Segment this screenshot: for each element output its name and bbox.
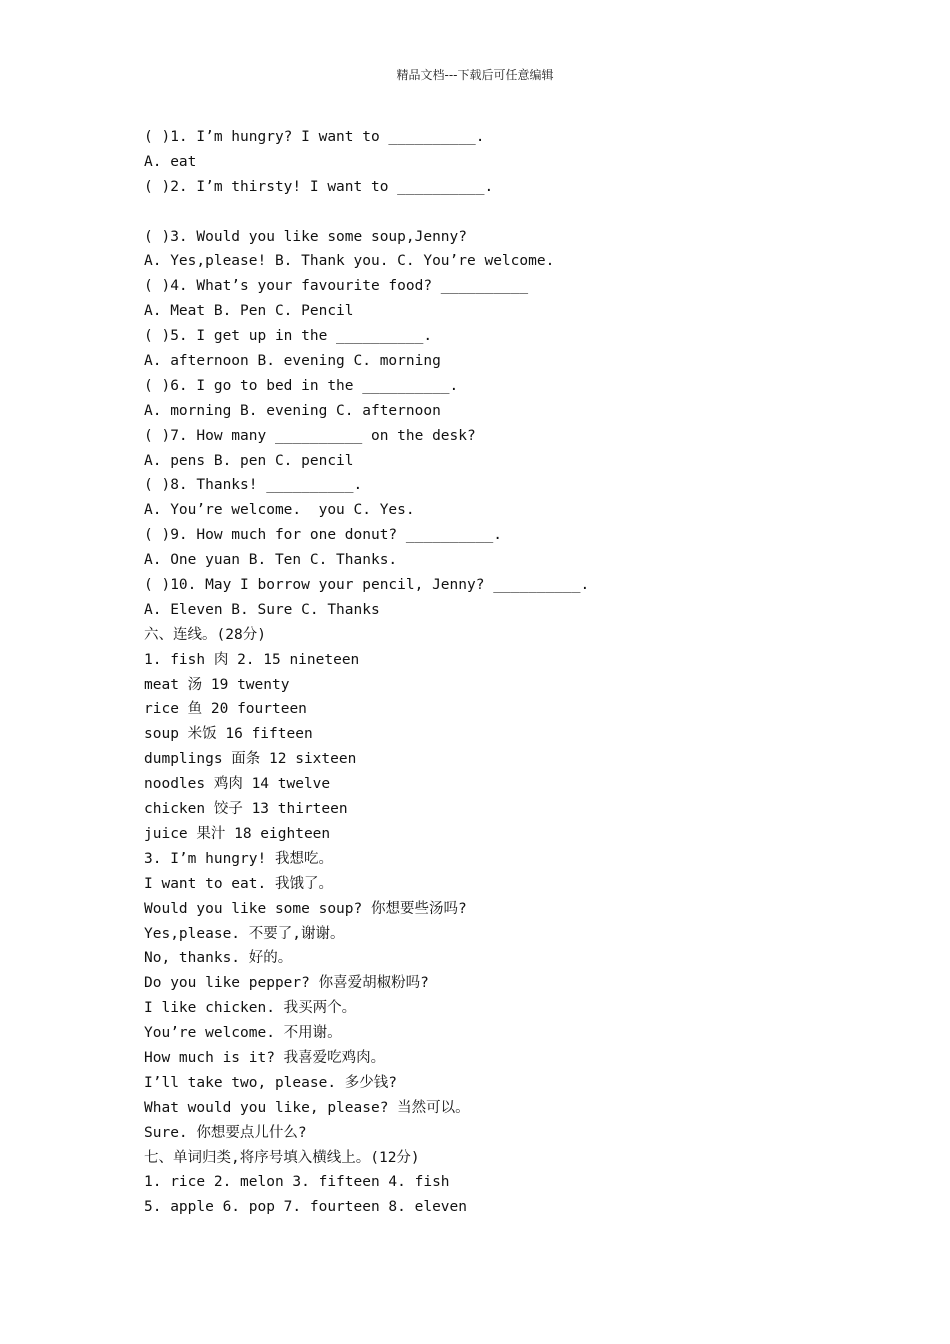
sentence-match-line: How much is it? 我喜爱吃鸡肉。 — [144, 1049, 386, 1066]
match-line: meat 汤 19 twenty — [144, 676, 290, 693]
sentence-match-line: Would you like some soup? 你想要些汤吗? — [144, 900, 467, 917]
option-line-9: A. One yuan B. Ten C. Thanks. — [144, 552, 398, 569]
word-list-line: 1. rice 2. melon 3. fifteen 4. fish — [144, 1174, 450, 1191]
question-1: ( )1. I’m hungry? I want to __________. — [144, 129, 485, 145]
sentence-match-line: Sure. 你想要点儿什么? — [144, 1124, 307, 1141]
match-line: 1. fish 肉 2. 15 nineteen — [144, 651, 360, 668]
question-2: ( )2. I’m thirsty! I want to __________. — [144, 178, 494, 195]
option-line-4: A. Meat B. Pen C. Pencil — [144, 303, 354, 320]
option-line-10: A. Eleven B. Sure C. Thanks — [144, 601, 380, 618]
question-4: ( )4. What’s your favourite food? __________ — [144, 278, 529, 295]
question-5: ( )5. I get up in the __________. — [144, 328, 433, 345]
sentence-match-line: 3. I’m hungry! 我想吃。 — [144, 850, 333, 867]
question-6: ( )6. I go to bed in the __________. — [144, 377, 459, 394]
option-line-5: A. afternoon B. evening C. morning — [144, 353, 441, 370]
section-6-heading: 六、连线。(28分) — [144, 626, 266, 643]
sentence-match-line: I want to eat. 我饿了。 — [144, 875, 333, 892]
question-7: ( )7. How many __________ on the desk? — [144, 427, 476, 444]
question-9: ( )9. How much for one donut? __________. — [144, 527, 502, 544]
sentence-match-line: No, thanks. 好的。 — [144, 950, 293, 967]
match-line: dumplings 面条 12 sixteen — [144, 751, 357, 768]
match-line: noodles 鸡肉 14 twelve — [144, 776, 331, 793]
sentence-match-line: Yes,please. 不要了,谢谢。 — [144, 925, 345, 942]
section-7-heading: 七、单词归类,将序号填入横线上。(12分) — [144, 1149, 420, 1166]
page-header: 精品文档---下载后可任意编辑 — [396, 68, 554, 82]
match-line: rice 鱼 20 fourteen — [144, 701, 307, 718]
sentence-match-line: What would you like, please? 当然可以。 — [144, 1099, 470, 1116]
option-line-7: A. pens B. pen C. pencil — [144, 452, 354, 469]
question-8: ( )8. Thanks! __________. — [144, 477, 363, 494]
sentence-match-line: You’re welcome. 不用谢。 — [144, 1025, 342, 1042]
match-line: soup 米饭 16 fifteen — [144, 726, 313, 743]
blank-line — [144, 200, 904, 225]
sentence-match-line: I’ll take two, please. 多少钱? — [144, 1074, 398, 1091]
option-line-1: A. eat — [144, 153, 197, 170]
sentence-match-line: Do you like pepper? 你喜爱胡椒粉吗? — [144, 975, 429, 992]
match-line: juice 果汁 18 eighteen — [144, 825, 331, 842]
option-line-3: A. Yes,please! B. Thank you. C. You’re welcome. — [144, 253, 555, 270]
sentence-match-line: I like chicken. 我买两个。 — [144, 1000, 357, 1017]
match-line: chicken 饺子 13 thirteen — [144, 801, 348, 818]
question-3: ( )3. Would you like some soup,Jenny? — [144, 228, 468, 245]
word-list-line: 5. apple 6. pop 7. fourteen 8. eleven — [144, 1199, 468, 1216]
document-body — [144, 125, 904, 1220]
question-10: ( )10. May I borrow your pencil, Jenny? __________. — [144, 577, 590, 594]
option-line-6: A. morning B. evening C. afternoon — [144, 402, 441, 419]
option-line-8: A. You’re welcome. you C. Yes. — [144, 502, 415, 519]
